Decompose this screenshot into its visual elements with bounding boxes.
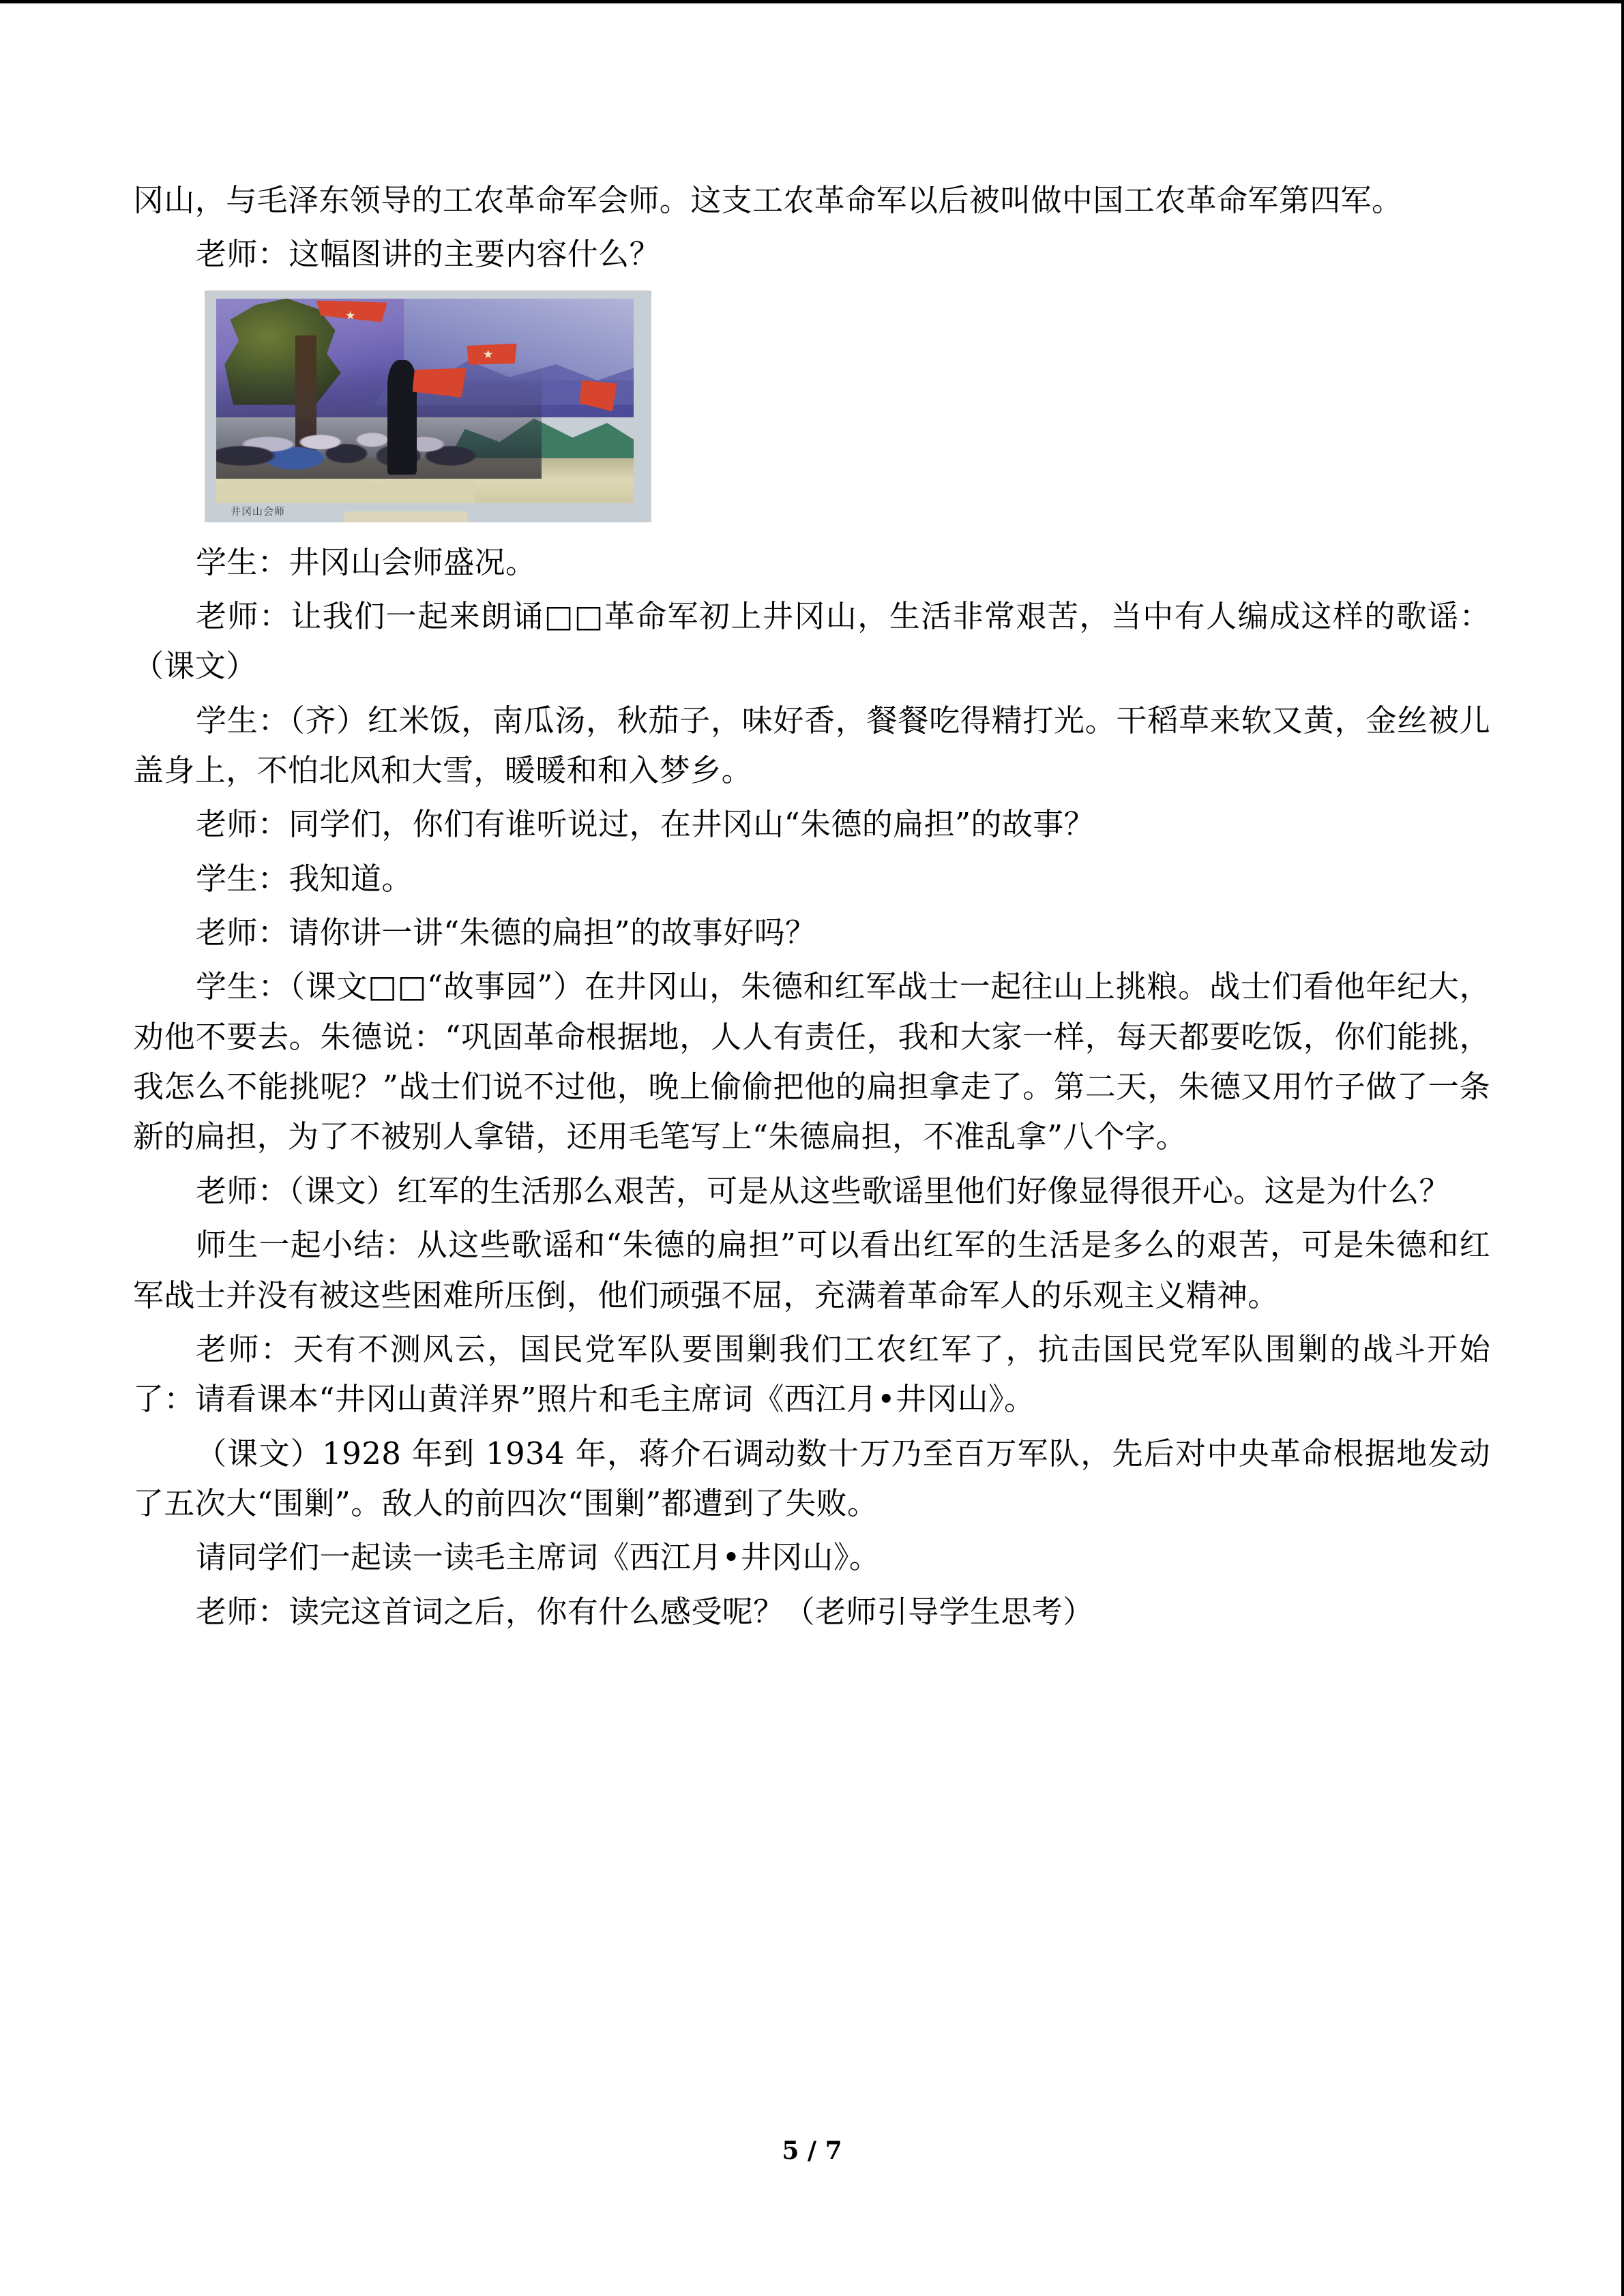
paragraph-read-poem: 请同学们一起读一读毛主席词《西江月•井冈山》。: [196, 1539, 881, 1576]
paragraph-student-answer-1: 学生：井冈山会师盛况。: [196, 543, 537, 580]
paragraph-teacher-why-happy: 老师：（课文）红军的生活那么艰苦，可是从这些歌谣里他们好像显得很开心。这是为什么？: [196, 1172, 1450, 1209]
photo-image: [216, 299, 634, 503]
paragraph-teacher-encirclement: 老师：天有不测风云，国民党军队要围剿我们工农红军了，抗击国民党军队围剿的战斗开始了：请看课本“井冈山黄洋界”照片和毛主席词《西江月•井冈山》。: [133, 1330, 1490, 1418]
photo-page-edge: [344, 511, 467, 522]
paragraph-student-story: 学生：（课文□□“故事园”）在井冈山，朱德和红军战士一起往山上挑粮。战士们看他年纪大，劝他不要去。朱德说：“巩固革命根据地，人人有责任，我和大家一样，每天都要吃饭，你们能挑，我怎么不能挑呢？”战士们说不过他，晚上偷偷把他的扁担拿走了。第二天，朱德又用竹子做了一条新的扁担，为了不被别人拿错，还用毛笔写上“朱德扁担，不准乱拿”八个字。: [133, 968, 1490, 1155]
figure-caption: 井冈山会师: [231, 505, 286, 518]
paragraph-summary: 师生一起小结：从这些歌谣和“朱德的扁担”可以看出红军的生活是多么的艰苦，可是朱德和红军战士并没有被这些困难所压倒，他们顽强不屈，充满着革命军人的乐观主义精神。: [133, 1227, 1490, 1313]
figure-jinggangshan-meeting: [133, 290, 1490, 522]
paragraph-teacher-question-image: 老师：这幅图讲的主要内容什么？: [196, 236, 661, 273]
page-number: 5 / 7: [782, 2136, 842, 2165]
paragraph-teacher-feelings: 老师：读完这首词之后，你有什么感受呢？（老师引导学生思考）: [196, 1593, 1094, 1630]
paragraph-continuation: 冈山，与毛泽东领导的工农革命军会师。这支工农革命军以后被叫做中国工农革命军第四军。: [133, 182, 1403, 218]
paragraph-student-song: 学生：（齐）红米饭，南瓜汤，秋茄子，味好香，餐餐吃得精打光。干稻草来软又黄，金丝被儿盖身上，不怕北风和大雪，暖暖和和入梦乡。: [133, 702, 1490, 789]
paragraph-student-know: 学生：我知道。: [196, 860, 413, 897]
photo-frame: [205, 290, 651, 522]
paragraph-teacher-recite: 老师：让我们一起来朗诵□□革命军初上井冈山，生活非常艰苦，当中有人编成这样的歌谣：（课文）: [133, 598, 1490, 685]
page-content: [133, 175, 1490, 1641]
paragraph-textbook-1928: （课文）1928 年到 1934 年，蒋介石调动数十万乃至百万军队，先后对中央革命根据地发动了五次大“围剿”。敌人的前四次“围剿”都遭到了失败。: [133, 1435, 1490, 1521]
paragraph-teacher-tell-story: 老师：请你讲一讲“朱德的扁担”的故事好吗？: [196, 914, 816, 951]
painting-crowd: [216, 364, 542, 479]
painting-central-figure: [387, 360, 417, 475]
paragraph-teacher-biandan-question: 老师：同学们，你们有谁听说过，在井冈山“朱德的扁担”的故事？: [196, 806, 1095, 843]
